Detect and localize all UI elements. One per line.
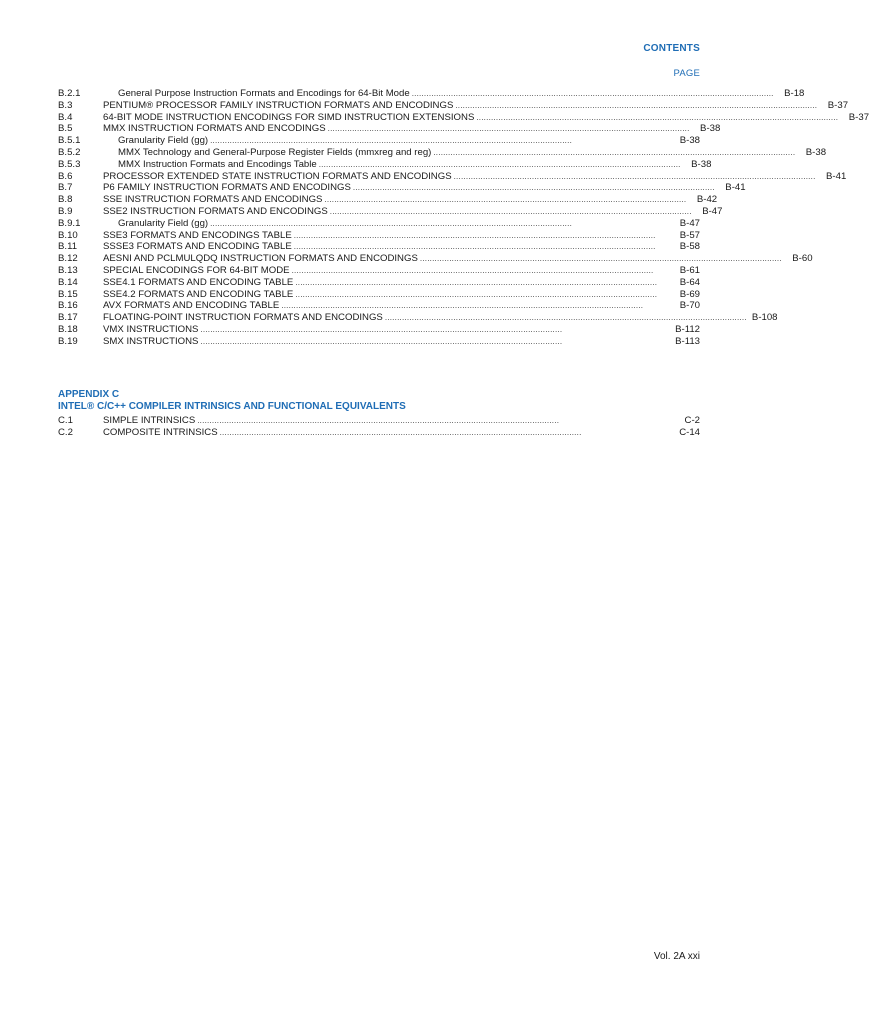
toc-entry[interactable]: [58, 300, 700, 312]
running-header-contents: CONTENTS: [643, 43, 700, 54]
toc-entry-number: B.5: [58, 123, 73, 135]
toc-entry-number: B.8: [58, 194, 73, 206]
toc-entry-number: B.9.1: [58, 217, 81, 229]
dot-leader: [197, 415, 668, 427]
toc-entry-page: B-38: [691, 158, 712, 170]
dot-leader: [324, 194, 685, 206]
toc-entry-page: B-41: [725, 182, 746, 194]
dot-leader: [294, 230, 668, 242]
toc-entry[interactable]: [58, 146, 827, 159]
toc-entry-title: PROCESSOR EXTENDED STATE INSTRUCTION FORMATS AND ENCODINGS: [103, 170, 452, 182]
toc-entry-number: B.7: [58, 182, 73, 194]
toc-entry[interactable]: [58, 336, 700, 348]
toc-entry-title: COMPOSITE INTRINSICS: [103, 426, 218, 438]
dot-leader: [319, 159, 680, 171]
toc-entry-title: SSE3 FORMATS AND ENCODINGS TABLE: [103, 229, 292, 241]
toc-entry-number: B.15: [58, 288, 78, 300]
toc-entry[interactable]: [58, 324, 700, 336]
toc-entry-title: SIMPLE INTRINSICS: [103, 415, 196, 426]
toc-entry-number: B.2.1: [58, 88, 81, 99]
toc-entry[interactable]: [58, 111, 869, 124]
toc-entry-title: 64-BIT MODE INSTRUCTION ENCODINGS FOR SIMD INSTRUCTION EXTENSIONS: [103, 111, 475, 123]
toc-entry[interactable]: [58, 289, 700, 301]
toc-entry-page: B-38: [805, 146, 827, 158]
dot-leader: [295, 277, 668, 289]
toc-entry[interactable]: [58, 218, 700, 230]
toc-entry[interactable]: [58, 123, 721, 135]
toc-entry-title: AVX FORMATS AND ENCODING TABLE: [103, 300, 280, 312]
toc-entry-title: Granularity Field (gg): [118, 217, 209, 229]
toc-entry-number: B.12: [58, 253, 78, 265]
dot-leader: [420, 253, 781, 265]
toc-entry-page: B-47: [679, 217, 700, 229]
toc-entry-title: AESNI AND PCLMULQDQ INSTRUCTION FORMATS AND ENCODINGS: [103, 253, 418, 265]
toc-entry-title: VMX INSTRUCTIONS: [103, 323, 199, 335]
toc-entry-title: FLOATING-POINT INSTRUCTION FORMATS AND ENCODINGS: [103, 312, 383, 324]
toc-entry-title: Granularity Field (gg): [118, 135, 209, 147]
appendix-c-title: INTEL® C/C++ COMPILER INTRINSICS AND FUNCTIONAL EQUIVALENTS: [58, 401, 406, 412]
toc-entry[interactable]: [58, 265, 700, 277]
toc-entry-title: MMX Instruction Formats and Encodings Table: [118, 158, 317, 170]
dot-leader: [220, 427, 668, 439]
toc-entry[interactable]: [58, 253, 813, 265]
toc-entry-number: C.1: [58, 415, 73, 426]
toc-entry-page: B-60: [792, 253, 813, 265]
dot-leader: [295, 289, 668, 301]
toc-entry-page: B-38: [679, 135, 700, 147]
toc-entry-title: MMX Technology and General-Purpose Register Fields (mmxreg and reg): [118, 146, 432, 158]
toc-entry-title: SSE2 INSTRUCTION FORMATS AND ENCODINGS: [103, 205, 328, 217]
toc-entry-page: B-70: [679, 300, 700, 312]
toc-entry[interactable]: [58, 427, 700, 439]
toc-entry[interactable]: [58, 135, 700, 147]
toc-entry-number: B.5.3: [58, 158, 81, 170]
toc-entry-title: SMX INSTRUCTIONS: [103, 335, 199, 347]
toc-entry-number: C.2: [58, 426, 73, 438]
toc-entry-page: B-37: [848, 111, 869, 123]
page-column-label: PAGE: [673, 68, 700, 79]
toc-entry-page: B-47: [702, 205, 723, 217]
toc-entry[interactable]: [58, 170, 847, 183]
dot-leader: [292, 265, 668, 277]
toc-entry-number: B.5.2: [58, 146, 81, 158]
toc-entry-number: B.3: [58, 99, 73, 111]
toc-appendix-b-list: [58, 88, 869, 348]
toc-entry-page: C-2: [684, 415, 700, 426]
toc-entry-page: B-61: [679, 264, 700, 276]
dot-leader: [330, 206, 691, 218]
page-footer: Vol. 2A xxi: [653, 951, 700, 962]
dot-leader: [328, 123, 689, 135]
toc-entry-page: B-108: [751, 312, 778, 324]
toc-entry-page: B-69: [679, 288, 700, 300]
toc-entry-number: B.5.1: [58, 135, 81, 147]
toc-entry-page: B-42: [696, 194, 718, 206]
toc-entry-title: P6 FAMILY INSTRUCTION FORMATS AND ENCODINGS: [103, 182, 351, 194]
dot-leader: [385, 312, 746, 324]
toc-entry-number: B.4: [58, 111, 73, 123]
toc-entry-page: B-58: [679, 241, 700, 253]
toc-entry-page: B-113: [675, 335, 700, 347]
dot-leader: [454, 171, 815, 183]
toc-entry-number: B.9: [58, 205, 73, 217]
toc-entry[interactable]: [58, 312, 778, 324]
dot-leader: [281, 300, 668, 312]
toc-entry-page: B-18: [784, 88, 805, 99]
toc-entry-page: B-37: [827, 99, 849, 111]
dot-leader: [200, 324, 668, 336]
toc-entry-page: B-38: [700, 123, 721, 135]
toc-entry-page: B-64: [679, 276, 700, 288]
toc-entry-page: B-57: [679, 229, 700, 241]
toc-entry-title: PENTIUM® PROCESSOR FAMILY INSTRUCTION FORMATS AND ENCODINGS: [103, 99, 454, 111]
dot-leader: [210, 218, 668, 230]
toc-entry-number: B.18: [58, 323, 78, 335]
toc-entry[interactable]: [58, 415, 700, 427]
toc-entry-title: General Purpose Instruction Formats and Encodings for 64-Bit Mode: [118, 88, 410, 99]
toc-entry-title: SPECIAL ENCODINGS FOR 64-BIT MODE: [103, 264, 290, 276]
dot-leader: [294, 241, 668, 253]
toc-entry-title: SSE INSTRUCTION FORMATS AND ENCODINGS: [103, 194, 323, 206]
toc-entry-number: B.6: [58, 170, 73, 182]
dot-leader: [433, 147, 794, 159]
toc-entry-title: MMX INSTRUCTION FORMATS AND ENCODINGS: [103, 123, 326, 135]
toc-entry[interactable]: [58, 158, 712, 171]
toc-entry[interactable]: [58, 205, 723, 218]
toc-entry[interactable]: [58, 241, 700, 253]
toc-entry-page: B-41: [826, 170, 847, 182]
dot-leader: [210, 135, 668, 147]
appendix-c-label: APPENDIX C: [58, 389, 120, 400]
toc-entry[interactable]: [58, 182, 746, 194]
toc-entry-number: B.14: [58, 276, 78, 288]
toc-entry[interactable]: [58, 88, 805, 100]
dot-leader: [412, 88, 773, 100]
toc-entry-title: SSE4.2 FORMATS AND ENCODING TABLE: [103, 288, 294, 300]
toc-entry-title: SSSE3 FORMATS AND ENCODING TABLE: [103, 241, 292, 253]
toc-entry-number: B.13: [58, 264, 78, 276]
toc-entry-number: B.16: [58, 300, 78, 312]
dot-leader: [200, 336, 668, 348]
toc-appendix-c-list: [58, 415, 700, 439]
toc-entry[interactable]: [58, 230, 700, 242]
toc-entry[interactable]: [58, 194, 718, 206]
dot-leader: [353, 182, 714, 194]
toc-entry[interactable]: [58, 277, 700, 289]
toc-entry-number: B.10: [58, 229, 78, 241]
toc-entry-number: B.17: [58, 312, 78, 324]
toc-entry-page: C-14: [679, 426, 700, 438]
toc-entry-number: B.19: [58, 335, 78, 347]
toc-entry-title: SSE4.1 FORMATS AND ENCODING TABLE: [103, 276, 294, 288]
toc-entry[interactable]: [58, 99, 849, 112]
toc-entry-number: B.11: [58, 241, 78, 253]
dot-leader: [455, 100, 816, 112]
toc-entry-page: B-112: [675, 323, 700, 335]
dot-leader: [476, 112, 837, 124]
